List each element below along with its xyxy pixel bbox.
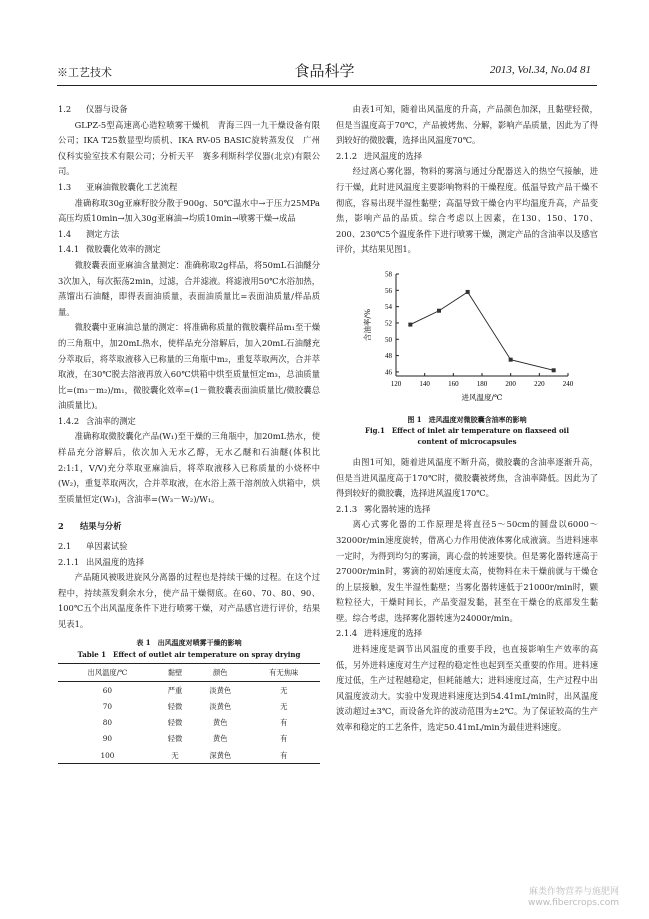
- paragraph: 微胶囊表面亚麻油含量测定：准确称取2g样品，将50mL石油醚分3次加入，每次振荡2min，过滤，合并滤液。将滤液用50℃水浴加热，蒸馏出石油醚，即得表面油质量，表面油质量比=表面油质量/样品质量。: [58, 259, 320, 317]
- data-point: [437, 309, 441, 313]
- table-header: 颜色: [193, 663, 247, 682]
- right-column: [336, 102, 598, 736]
- y-tick-label: 50: [385, 335, 392, 344]
- table-caption: 表 1 出风温度对喷雾干燥的影响 Table 1 Effect of outlet air temperature on spray drying: [77, 637, 301, 659]
- subsection-heading: 2.1.4 进料速度的选择: [336, 628, 423, 639]
- x-tick-label: 120: [390, 379, 402, 388]
- table-header: 有无焦味: [247, 663, 320, 682]
- header-rule: [57, 85, 597, 86]
- y-tick-label: 52: [385, 319, 392, 328]
- section-heading: 1.2 仪器与设备: [58, 104, 128, 114]
- table-header: 黏壁: [157, 663, 193, 682]
- figure-1: [336, 264, 598, 412]
- journal-title: 食品科学: [294, 62, 355, 80]
- section-heading: 1.4 测定方法: [58, 228, 120, 239]
- x-tick-label: 200: [505, 379, 516, 388]
- paragraph: GLPZ-5型高速离心造粒喷雾干燥机 青海三四一九干燥设备有限公司；IKA T25数显型均质机、IKA RV-05 BASIC旋转蒸发仪 广州仪科实验室技术有限公司；分析天平 赛多利斯科学仪器(北京)有限公司。: [58, 119, 320, 177]
- subsection-heading: 1.4.1 微胶囊化效率的测定: [58, 244, 161, 255]
- table-row: 100 无 深黄色 有: [58, 747, 320, 764]
- paragraph: 准确称取微胶囊化产品(W₁)至干燥的三角瓶中，加20mL热水，使样品充分溶解后，依次加入无水乙醇，无水乙醚和石油醚(体积比2:1:1，V/V)充分萃取亚麻油后，将萃取液移入已称质量的小烧杯中(W₂)，重复萃取两次，合并萃取液，在水浴上蒸干溶剂放入烘箱中，烘至质量恒定(W₃)，含油率=(W₃－W₂)/W₁。: [58, 431, 320, 504]
- subsection-heading: 2.1.2 进风温度的选择: [336, 150, 423, 161]
- x-axis-label: 进风温度/℃: [461, 392, 503, 402]
- table-row: 70 轻微 淡黄色 无: [102, 701, 288, 711]
- watermark: 麻类作物营养与施肥网 www.fibercrops.com: [528, 887, 619, 908]
- x-tick-label: 180: [476, 379, 488, 388]
- y-tick-label: 54: [385, 303, 392, 312]
- data-point: [509, 358, 513, 362]
- series-line: [410, 292, 553, 370]
- data-point: [466, 290, 470, 294]
- y-axis-label: 含油率/%: [363, 308, 372, 342]
- figure-caption: 图 1 进风温度对微胶囊含油率的影响 Fig.1 Effect of inlet air temperature on flaxseed oil content of microcapsules: [365, 414, 569, 446]
- table-outlet-temperature: [58, 663, 320, 765]
- x-tick-label: 140: [419, 379, 430, 388]
- volume-page-info: 2013, Vol.34, No.04 81: [489, 64, 591, 76]
- section-heading: 2 结果与分析: [58, 521, 122, 532]
- paragraph: 产品随风被吸进旋风分离器的过程也是持续干燥的过程。在这个过程中，持续蒸发剩余水分，使产品干燥彻底。在60、70、80、90、100℃五个出风温度条件下进行喷雾干燥，对产品感官进行评价，结果见表1。: [58, 572, 320, 629]
- y-tick-label: 46: [385, 368, 392, 377]
- y-tick-label: 56: [385, 286, 392, 295]
- paragraph: 由表1可知，随着出风温度的升高，产品颜色加深，且黏壁轻微，但是当温度高于70℃，产品被烤焦、分解，影响产品质量，因此为了得到较好的微胶囊，选择出风温度70℃。: [336, 104, 598, 146]
- paragraph: 进料速度是调节出风温度的重要手段，也直接影响生产效率的高低，另外进料速度对生产过程的稳定性也起到至关重要的作用。进料速度过低，生产过程越稳定，但耗能越大；进料速度过高，生产过程中出风温度波动大。实验中发现进料速度达到54.41mL/min时，出风温度波动超过±3℃，而设备允许的波动范围为±2℃。为了保证较高的生产效率和稳定的工艺条件，选定50.41mL/min为最佳进料速度。: [336, 644, 598, 733]
- table-row: 80 轻微 黄色 有: [102, 718, 288, 728]
- y-tick-label: 48: [385, 352, 392, 361]
- paragraph: 由图1可知，随着进风温度不断升高，微胶囊的含油率逐渐升高，但是当进风温度高于170℃时，微胶囊被烤焦，含油率降低。因此为了得到较好的微胶囊，选择进风温度170℃。: [336, 456, 598, 499]
- x-tick-label: 240: [562, 379, 574, 388]
- data-point: [552, 368, 556, 372]
- x-tick-label: 220: [534, 379, 545, 388]
- y-tick-label: 58: [385, 270, 392, 279]
- table-header: 出风温度/℃: [58, 663, 157, 682]
- subsection-heading: 2.1.3 雾化器转速的选择: [336, 503, 431, 514]
- subsection-heading: 1.4.2 含油率的测定: [58, 415, 136, 426]
- running-header-section: ※工艺技术: [57, 66, 112, 79]
- data-point: [408, 323, 412, 327]
- left-column: [58, 102, 320, 764]
- table-row: 60 严重 淡黄色 无: [102, 685, 288, 695]
- paragraph: 经过离心雾化器，物料的雾滴与通过分配器送入的热空气接触，进行干燥，此时进风温度主要影响物料的干燥程度。低温导致产品干燥不彻底，容易出现半湿性黏壁；高温导致干燥仓内平均温度升高，产品变焦，影响产品的品质。综合考虑以上因素，在130、150、170、200、230℃5个温度条件下进行喷雾干燥，测定产品的含油率以及感官评价，其结果见图1。: [336, 166, 598, 255]
- line-chart: [336, 264, 598, 412]
- subsection-heading: 2.1.1 出风温度的选择: [58, 556, 145, 567]
- section-heading: 1.3 亚麻油微胶囊化工艺流程: [58, 181, 178, 192]
- paragraph: 离心式雾化器的工作原理是将直径5～50cm的圆盘以6000～32000r/min速度旋转，借离心力作用使液体雾化成液滴。当进料速率一定时，为得到均匀的雾滴，离心盘的转速要快。但是雾化器转速高于27000r/min时，雾滴的初始速度太高，使物料在未干燥前就与干燥仓的上层接触，发生半湿性黏壁；当雾化器转速低于21000r/min时，颗粒粒径大，干燥时间长，产品变湿发黏，甚至在干燥仓的底部发生黏壁。综合考虑，选择雾化器转速为24000r/min。: [336, 519, 598, 623]
- paragraph: 微胶囊中亚麻油总量的测定：将准确称质量的微胶囊样品m₁至干燥的三角瓶中，加20mL热水，使样品充分溶解后，加入20mL石油醚充分萃取后，将萃取液移入已称量的三角瓶中m₂，重复萃取两次，合并萃取液，在30℃脱去溶液再放入60℃烘箱中烘至质量恒定m₃，总油质量比=(m₃－m₂)/m₁，微胶囊化效率=(1－微胶囊表面油质量比/微胶囊总油质量比)。: [58, 322, 320, 411]
- paragraph: 准确称取30g亚麻籽胶分散于900g、50℃温水中→于压力25MPa高压均质10min→加入30g亚麻油→均质10min→喷雾干燥→成品: [58, 197, 320, 224]
- subsection-heading: 2.1 单因素试验: [58, 541, 128, 552]
- table-row: 90 轻微 黄色 有: [102, 734, 288, 744]
- x-tick-label: 160: [448, 379, 459, 388]
